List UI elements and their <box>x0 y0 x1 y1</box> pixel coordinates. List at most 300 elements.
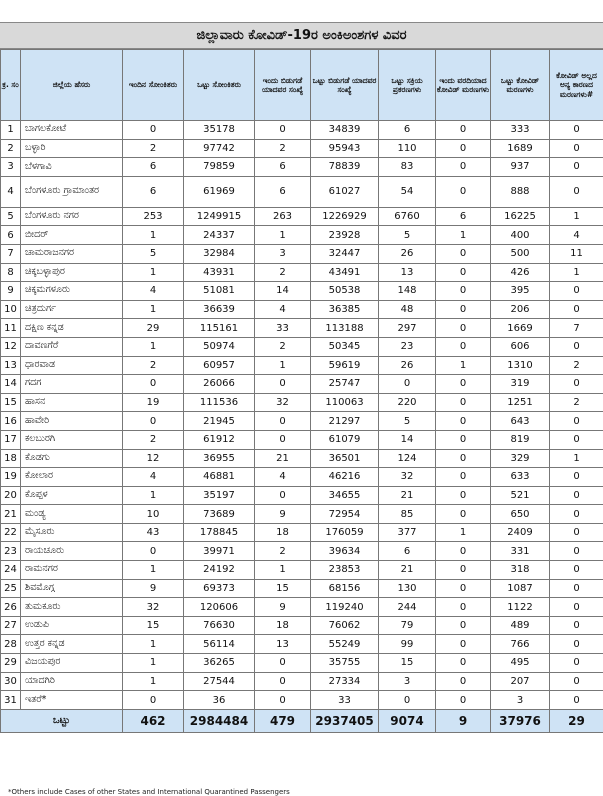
total-row <box>1 709 603 732</box>
value-cell: 97742 <box>184 139 255 158</box>
value-cell: 0 <box>436 375 491 394</box>
serial-cell: 20 <box>1 486 21 505</box>
value-cell: 9 <box>123 579 184 598</box>
value-cell: 0 <box>123 542 184 561</box>
value-cell: 0 <box>550 282 603 301</box>
value-cell: 1 <box>436 356 491 375</box>
district-name-cell: ಬೆಂಗಳೂರು ನಗರ <box>21 207 123 226</box>
value-cell: 0 <box>255 672 311 691</box>
table-row <box>1 263 603 282</box>
value-cell: 0 <box>255 691 311 710</box>
value-cell: 0 <box>436 486 491 505</box>
value-cell: 0 <box>255 430 311 449</box>
value-cell: 55249 <box>311 635 379 654</box>
value-cell: 5 <box>123 244 184 263</box>
district-name-cell: ಶಿವಮೊಗ್ಗ <box>21 579 123 598</box>
value-cell: 0 <box>436 430 491 449</box>
district-name-cell: ಬೆಳಗಾವಿ <box>21 158 123 177</box>
value-cell: 21 <box>379 561 436 580</box>
value-cell: 39634 <box>311 542 379 561</box>
value-cell: 0 <box>550 654 603 673</box>
table-row <box>1 176 603 207</box>
value-cell: 34655 <box>311 486 379 505</box>
value-cell: 0 <box>436 176 491 207</box>
value-cell: 0 <box>550 635 603 654</box>
value-cell: 1669 <box>491 319 550 338</box>
value-cell: 0 <box>550 616 603 635</box>
value-cell: 23 <box>379 337 436 356</box>
total-cell: 462 <box>123 709 184 732</box>
serial-cell: 1 <box>1 121 21 140</box>
value-cell: 85 <box>379 505 436 524</box>
value-cell: 0 <box>436 412 491 431</box>
value-cell: 32 <box>379 468 436 487</box>
value-cell: 36 <box>184 691 255 710</box>
district-name-cell: ಚಿಕ್ಕಬಳ್ಳಾಪುರ <box>21 263 123 282</box>
table-title: ಜಿಲ್ಲಾವಾರು ಕೋವಿಡ್-19ರ ಅಂಕಿಅಂಶಗಳ ವಿವರ <box>0 22 603 49</box>
value-cell: 206 <box>491 300 550 319</box>
value-cell: 1122 <box>491 598 550 617</box>
value-cell: 115161 <box>184 319 255 338</box>
value-cell: 19 <box>123 393 184 412</box>
table-row <box>1 672 603 691</box>
value-cell: 489 <box>491 616 550 635</box>
value-cell: 35197 <box>184 486 255 505</box>
district-name-cell: ಮೈಸೂರು <box>21 523 123 542</box>
table-row <box>1 393 603 412</box>
serial-cell: 11 <box>1 319 21 338</box>
district-name-cell: ಬೆಂಗಳೂರು ಗ್ರಾಮಾಂತರ <box>21 176 123 207</box>
value-cell: 0 <box>436 319 491 338</box>
value-cell: 21 <box>255 449 311 468</box>
value-cell: 0 <box>436 139 491 158</box>
district-name-cell: ಯಾದಗಿರಿ <box>21 672 123 691</box>
value-cell: 0 <box>550 691 603 710</box>
value-cell: 1689 <box>491 139 550 158</box>
value-cell: 6 <box>379 121 436 140</box>
value-cell: 0 <box>550 486 603 505</box>
value-cell: 148 <box>379 282 436 301</box>
table-row <box>1 542 603 561</box>
district-name-cell: ಚಿತ್ರದುರ್ಗ <box>21 300 123 319</box>
value-cell: 0 <box>550 158 603 177</box>
value-cell: 79 <box>379 616 436 635</box>
table-row <box>1 468 603 487</box>
value-cell: 56114 <box>184 635 255 654</box>
value-cell: 0 <box>436 337 491 356</box>
district-name-cell: ರಾಯಚೂರು <box>21 542 123 561</box>
table-row <box>1 579 603 598</box>
value-cell: 0 <box>436 561 491 580</box>
table-row <box>1 486 603 505</box>
total-cell: 37976 <box>491 709 550 732</box>
district-name-cell: ಕಲಬುರಗಿ <box>21 430 123 449</box>
table-row <box>1 430 603 449</box>
value-cell: 83 <box>379 158 436 177</box>
district-name-cell: ದಕ್ಷಿಣ ಕನ್ನಡ <box>21 319 123 338</box>
value-cell: 0 <box>436 542 491 561</box>
district-name-cell: ಬಳ್ಳಾರಿ <box>21 139 123 158</box>
value-cell: 4 <box>550 226 603 245</box>
value-cell: 0 <box>550 542 603 561</box>
value-cell: 0 <box>436 393 491 412</box>
value-cell: 1 <box>123 226 184 245</box>
value-cell: 0 <box>436 244 491 263</box>
district-name-cell: ವಿಜಯಪುರ <box>21 654 123 673</box>
value-cell: 33 <box>311 691 379 710</box>
value-cell: 61079 <box>311 430 379 449</box>
value-cell: 0 <box>123 691 184 710</box>
value-cell: 253 <box>123 207 184 226</box>
value-cell: 34839 <box>311 121 379 140</box>
table-row <box>1 635 603 654</box>
value-cell: 16225 <box>491 207 550 226</box>
table-row <box>1 691 603 710</box>
value-cell: 21 <box>379 486 436 505</box>
header-total-deaths: ಒಟ್ಟು ಕೋವಿಡ್ ಮರಣಗಳು <box>491 50 550 121</box>
value-cell: 27544 <box>184 672 255 691</box>
value-cell: 1 <box>123 263 184 282</box>
value-cell: 0 <box>255 375 311 394</box>
value-cell: 318 <box>491 561 550 580</box>
value-cell: 1310 <box>491 356 550 375</box>
value-cell: 606 <box>491 337 550 356</box>
value-cell: 0 <box>255 412 311 431</box>
value-cell: 7 <box>550 319 603 338</box>
value-cell: 119240 <box>311 598 379 617</box>
district-name-cell: ಕೊಪ್ಪಳ <box>21 486 123 505</box>
value-cell: 426 <box>491 263 550 282</box>
value-cell: 0 <box>255 486 311 505</box>
value-cell: 3 <box>255 244 311 263</box>
value-cell: 1 <box>255 226 311 245</box>
value-cell: 377 <box>379 523 436 542</box>
value-cell: 0 <box>550 505 603 524</box>
value-cell: 4 <box>255 468 311 487</box>
serial-cell: 3 <box>1 158 21 177</box>
value-cell: 0 <box>436 616 491 635</box>
value-cell: 23853 <box>311 561 379 580</box>
value-cell: 263 <box>255 207 311 226</box>
value-cell: 15 <box>255 579 311 598</box>
value-cell: 29 <box>123 319 184 338</box>
table-row <box>1 158 603 177</box>
district-name-cell: ಬೀದರ್ <box>21 226 123 245</box>
serial-cell: 4 <box>1 176 21 207</box>
value-cell: 297 <box>379 319 436 338</box>
value-cell: 39971 <box>184 542 255 561</box>
value-cell: 0 <box>550 598 603 617</box>
table-row <box>1 207 603 226</box>
value-cell: 0 <box>436 635 491 654</box>
serial-cell: 24 <box>1 561 21 580</box>
table-row <box>1 226 603 245</box>
value-cell: 36385 <box>311 300 379 319</box>
district-name-cell: ರಾಮನಗರ <box>21 561 123 580</box>
header-serial: ಕ್ರ. ಸಂ <box>1 50 21 121</box>
value-cell: 120606 <box>184 598 255 617</box>
serial-cell: 19 <box>1 468 21 487</box>
value-cell: 130 <box>379 579 436 598</box>
value-cell: 26 <box>379 244 436 263</box>
value-cell: 110 <box>379 139 436 158</box>
value-cell: 0 <box>436 505 491 524</box>
value-cell: 15 <box>123 616 184 635</box>
value-cell: 650 <box>491 505 550 524</box>
table-row <box>1 337 603 356</box>
value-cell: 36639 <box>184 300 255 319</box>
value-cell: 6 <box>255 158 311 177</box>
value-cell: 1226929 <box>311 207 379 226</box>
value-cell: 1 <box>123 635 184 654</box>
serial-cell: 21 <box>1 505 21 524</box>
value-cell: 0 <box>436 263 491 282</box>
value-cell: 12 <box>123 449 184 468</box>
district-name-cell: ಧಾರವಾಡ <box>21 356 123 375</box>
value-cell: 0 <box>436 468 491 487</box>
value-cell: 1087 <box>491 579 550 598</box>
value-cell: 33 <box>255 319 311 338</box>
value-cell: 61027 <box>311 176 379 207</box>
serial-cell: 7 <box>1 244 21 263</box>
header-active-cases: ಒಟ್ಟು ಸಕ್ರಿಯ ಪ್ರಕರಣಗಳು <box>379 50 436 121</box>
serial-cell: 30 <box>1 672 21 691</box>
value-cell: 4 <box>123 468 184 487</box>
table-row <box>1 523 603 542</box>
value-cell: 2 <box>255 263 311 282</box>
value-cell: 1 <box>123 654 184 673</box>
table-row <box>1 300 603 319</box>
value-cell: 50974 <box>184 337 255 356</box>
total-label: ಒಟ್ಟು <box>1 709 123 732</box>
serial-cell: 25 <box>1 579 21 598</box>
value-cell: 643 <box>491 412 550 431</box>
value-cell: 25747 <box>311 375 379 394</box>
value-cell: 1 <box>123 561 184 580</box>
value-cell: 2 <box>255 337 311 356</box>
value-cell: 1 <box>255 561 311 580</box>
district-name-cell: ಬಾಗಲಕೋಟೆ <box>21 121 123 140</box>
serial-cell: 14 <box>1 375 21 394</box>
value-cell: 36265 <box>184 654 255 673</box>
serial-cell: 2 <box>1 139 21 158</box>
value-cell: 2 <box>550 356 603 375</box>
district-name-cell: ತುಮಕೂರು <box>21 598 123 617</box>
value-cell: 0 <box>550 523 603 542</box>
value-cell: 400 <box>491 226 550 245</box>
value-cell: 0 <box>123 121 184 140</box>
value-cell: 11 <box>550 244 603 263</box>
value-cell: 60957 <box>184 356 255 375</box>
value-cell: 0 <box>550 468 603 487</box>
value-cell: 24192 <box>184 561 255 580</box>
value-cell: 23928 <box>311 226 379 245</box>
district-name-cell: ಚಾಮರಾಜನಗರ <box>21 244 123 263</box>
value-cell: 24337 <box>184 226 255 245</box>
value-cell: 32 <box>123 598 184 617</box>
value-cell: 395 <box>491 282 550 301</box>
value-cell: 72954 <box>311 505 379 524</box>
value-cell: 0 <box>436 654 491 673</box>
value-cell: 178845 <box>184 523 255 542</box>
value-cell: 3 <box>491 691 550 710</box>
value-cell: 73689 <box>184 505 255 524</box>
value-cell: 888 <box>491 176 550 207</box>
value-cell: 0 <box>436 300 491 319</box>
value-cell: 76062 <box>311 616 379 635</box>
value-cell: 331 <box>491 542 550 561</box>
value-cell: 2 <box>255 542 311 561</box>
value-cell: 0 <box>379 691 436 710</box>
serial-cell: 15 <box>1 393 21 412</box>
serial-cell: 23 <box>1 542 21 561</box>
value-cell: 3 <box>379 672 436 691</box>
serial-cell: 31 <box>1 691 21 710</box>
value-cell: 2 <box>255 139 311 158</box>
value-cell: 26066 <box>184 375 255 394</box>
value-cell: 35755 <box>311 654 379 673</box>
value-cell: 48 <box>379 300 436 319</box>
total-cell: 479 <box>255 709 311 732</box>
value-cell: 0 <box>550 176 603 207</box>
value-cell: 2 <box>123 139 184 158</box>
header-today-discharged: ಇಂದು ಬಿಡುಗಡೆ ಯಾದವರ ಸಂಖ್ಯೆ <box>255 50 311 121</box>
value-cell: 1 <box>550 207 603 226</box>
value-cell: 0 <box>436 672 491 691</box>
serial-cell: 5 <box>1 207 21 226</box>
serial-cell: 18 <box>1 449 21 468</box>
value-cell: 5 <box>379 226 436 245</box>
value-cell: 43931 <box>184 263 255 282</box>
table-row <box>1 449 603 468</box>
header-today-deaths: ಇಂದು ವರದಿಯಾದ ಕೋವಿಡ್ ಮರಣಗಳು <box>436 50 491 121</box>
table-row <box>1 561 603 580</box>
value-cell: 14 <box>255 282 311 301</box>
district-name-cell: ಕೊಡಗು <box>21 449 123 468</box>
value-cell: 54 <box>379 176 436 207</box>
value-cell: 937 <box>491 158 550 177</box>
value-cell: 21945 <box>184 412 255 431</box>
serial-cell: 8 <box>1 263 21 282</box>
value-cell: 18 <box>255 523 311 542</box>
serial-cell: 26 <box>1 598 21 617</box>
table-body <box>1 121 603 710</box>
value-cell: 1249915 <box>184 207 255 226</box>
value-cell: 32447 <box>311 244 379 263</box>
value-cell: 0 <box>436 121 491 140</box>
table-row <box>1 616 603 635</box>
value-cell: 1 <box>123 672 184 691</box>
value-cell: 9 <box>255 505 311 524</box>
table-row <box>1 282 603 301</box>
value-cell: 0 <box>255 121 311 140</box>
table-row <box>1 654 603 673</box>
value-cell: 0 <box>550 412 603 431</box>
value-cell: 27334 <box>311 672 379 691</box>
value-cell: 329 <box>491 449 550 468</box>
table-row <box>1 356 603 375</box>
district-name-cell: ಉಡುಪಿ <box>21 616 123 635</box>
value-cell: 61912 <box>184 430 255 449</box>
header-non-covid-deaths: ಕೋವಿಡ್ ಅಲ್ಲದ ಅನ್ಯ ಕಾರಣದ ಮರಣಗಳು# <box>550 50 603 121</box>
value-cell: 0 <box>255 654 311 673</box>
value-cell: 0 <box>436 579 491 598</box>
value-cell: 0 <box>436 158 491 177</box>
district-name-cell: ಚಿಕ್ಕಮಗಳೂರು <box>21 282 123 301</box>
district-name-cell: ದಾವಣಗೆರೆ <box>21 337 123 356</box>
total-cell: 2984484 <box>184 709 255 732</box>
district-name-cell: ಇತರೆ* <box>21 691 123 710</box>
value-cell: 43 <box>123 523 184 542</box>
district-name-cell: ಹಾಸನ <box>21 393 123 412</box>
value-cell: 495 <box>491 654 550 673</box>
value-cell: 50345 <box>311 337 379 356</box>
value-cell: 176059 <box>311 523 379 542</box>
value-cell: 0 <box>550 672 603 691</box>
value-cell: 113188 <box>311 319 379 338</box>
value-cell: 110063 <box>311 393 379 412</box>
value-cell: 0 <box>123 412 184 431</box>
value-cell: 46881 <box>184 468 255 487</box>
serial-cell: 17 <box>1 430 21 449</box>
value-cell: 1 <box>255 356 311 375</box>
header-total-discharged: ಒಟ್ಟು ಬಿಡುಗಡೆ ಯಾದವರ ಸಂಖ್ಯೆ <box>311 50 379 121</box>
table-row <box>1 121 603 140</box>
serial-cell: 28 <box>1 635 21 654</box>
total-cell: 9 <box>436 709 491 732</box>
serial-cell: 27 <box>1 616 21 635</box>
value-cell: 1 <box>550 449 603 468</box>
value-cell: 0 <box>550 375 603 394</box>
table-row <box>1 375 603 394</box>
value-cell: 68156 <box>311 579 379 598</box>
value-cell: 2 <box>123 356 184 375</box>
value-cell: 6760 <box>379 207 436 226</box>
value-cell: 0 <box>379 375 436 394</box>
value-cell: 1 <box>436 226 491 245</box>
value-cell: 0 <box>436 282 491 301</box>
value-cell: 0 <box>550 139 603 158</box>
value-cell: 35178 <box>184 121 255 140</box>
header-row <box>1 50 603 121</box>
serial-cell: 22 <box>1 523 21 542</box>
value-cell: 6 <box>123 158 184 177</box>
value-cell: 6 <box>379 542 436 561</box>
value-cell: 21297 <box>311 412 379 431</box>
value-cell: 18 <box>255 616 311 635</box>
value-cell: 1 <box>436 523 491 542</box>
table-row <box>1 139 603 158</box>
value-cell: 2409 <box>491 523 550 542</box>
serial-cell: 9 <box>1 282 21 301</box>
value-cell: 36955 <box>184 449 255 468</box>
value-cell: 50538 <box>311 282 379 301</box>
value-cell: 207 <box>491 672 550 691</box>
value-cell: 0 <box>550 337 603 356</box>
header-total-infected: ಒಟ್ಟು ಸೋಂಕಿತರು <box>184 50 255 121</box>
value-cell: 111536 <box>184 393 255 412</box>
total-cell: 9074 <box>379 709 436 732</box>
district-name-cell: ಉತ್ತರ ಕನ್ನಡ <box>21 635 123 654</box>
table-row <box>1 244 603 263</box>
value-cell: 0 <box>550 121 603 140</box>
value-cell: 95943 <box>311 139 379 158</box>
value-cell: 79859 <box>184 158 255 177</box>
value-cell: 220 <box>379 393 436 412</box>
value-cell: 4 <box>255 300 311 319</box>
value-cell: 4 <box>123 282 184 301</box>
value-cell: 6 <box>255 176 311 207</box>
